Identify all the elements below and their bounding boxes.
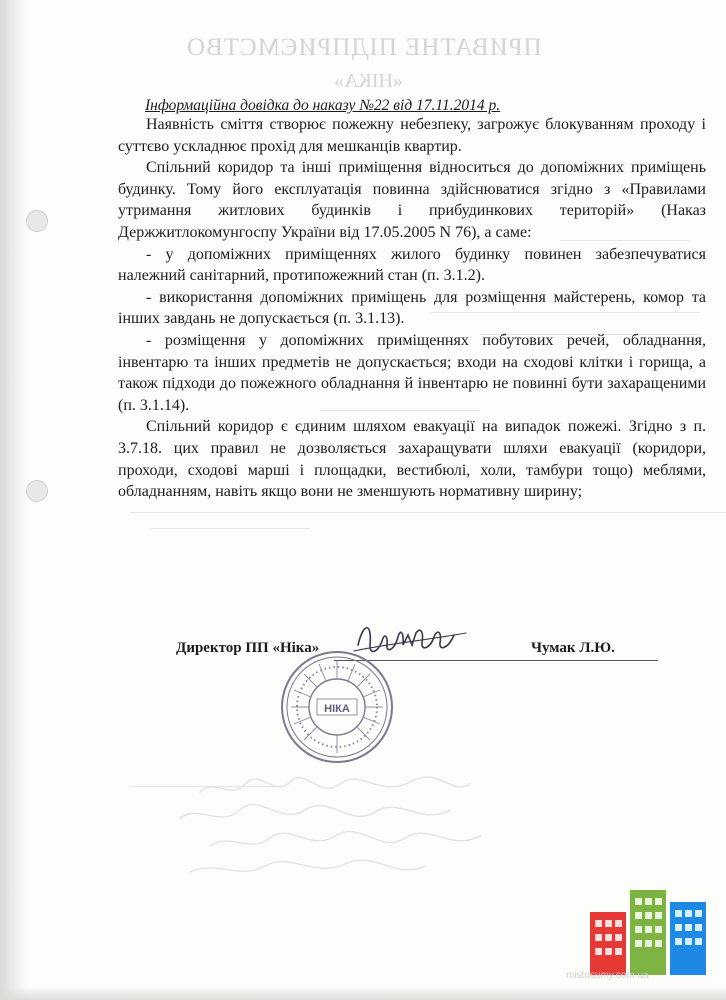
- punch-hole: [26, 480, 48, 502]
- show-through-subtitle: «НІКА»: [334, 70, 403, 92]
- body-paragraph: Наявність сміття створює пожежну небезпеку, загрожує блокуванням проходу і суттєво ускладнює прохід для мешканців квартир.: [118, 116, 706, 155]
- show-through-line: [150, 528, 310, 529]
- body-paragraph: Спільний коридор та інші приміщення відноситься до допоміжних приміщень будинку. Тому його експлуатація повинна здійснюватися згідно з «Правилами утримання житлових будинків і прибудинкових територій» (Наказ Держжитлокомунгоспу України від 17.05.2005 N 76), а саме:: [118, 159, 706, 241]
- body-paragraph: - у допоміжних приміщеннях жилого будинку повинен забезпечуватися належний санітарний, протипожежний стан (п. 3.1.2).: [118, 245, 706, 285]
- body-paragraph: - розміщення у допоміжних приміщеннях побутових речей, обладнання, інвентарю та інших предметів не допускається; входи на сходові клітки і горища, а також підходи до пожежного обладнання й інвентарю не повинні бути захаращеними (п. 3.1.14).: [118, 331, 706, 414]
- site-watermark: mistosumy.com.ua: [566, 970, 649, 981]
- show-through-title: ПРИВАТНЕ ПІДПРИЄМСТВО: [186, 34, 542, 61]
- stamp-center-text: НІКА: [324, 703, 350, 715]
- punch-hole: [26, 210, 48, 232]
- body-paragraph: Спільний коридор є єдиним шляхом евакуації на випадок пожежі. Згідно з п. 3.7.18. цих правил не дозволяється захаращувати шляхи евакуації (коридори, проходи, сходові марші і площадки, вестибюлі, холи, тамбури тощо) меблями, обладнанням, навіть якщо вони не зменшують нормативну ширину;: [118, 418, 706, 501]
- page-shadow-bottom: [0, 986, 726, 1000]
- city-buildings-logo: [590, 890, 706, 975]
- document-heading: Інформаційна довідка до наказу №22 від 17.11.2014 р.: [145, 97, 501, 114]
- page-shadow-left: [0, 0, 28, 1000]
- round-seal-stamp: [274, 648, 400, 766]
- body-paragraph: - використання допоміжних приміщень для розміщення майстерень, комор та інших завдань не допускається (п. 3.1.13).: [118, 288, 706, 328]
- signatory-role: Директор ПП «Ніка»: [176, 640, 320, 656]
- signatory-name: Чумак Л.Ю.: [531, 640, 615, 656]
- document-body: [118, 114, 706, 503]
- show-through-line: [130, 512, 726, 513]
- show-through-handwriting: [120, 770, 540, 890]
